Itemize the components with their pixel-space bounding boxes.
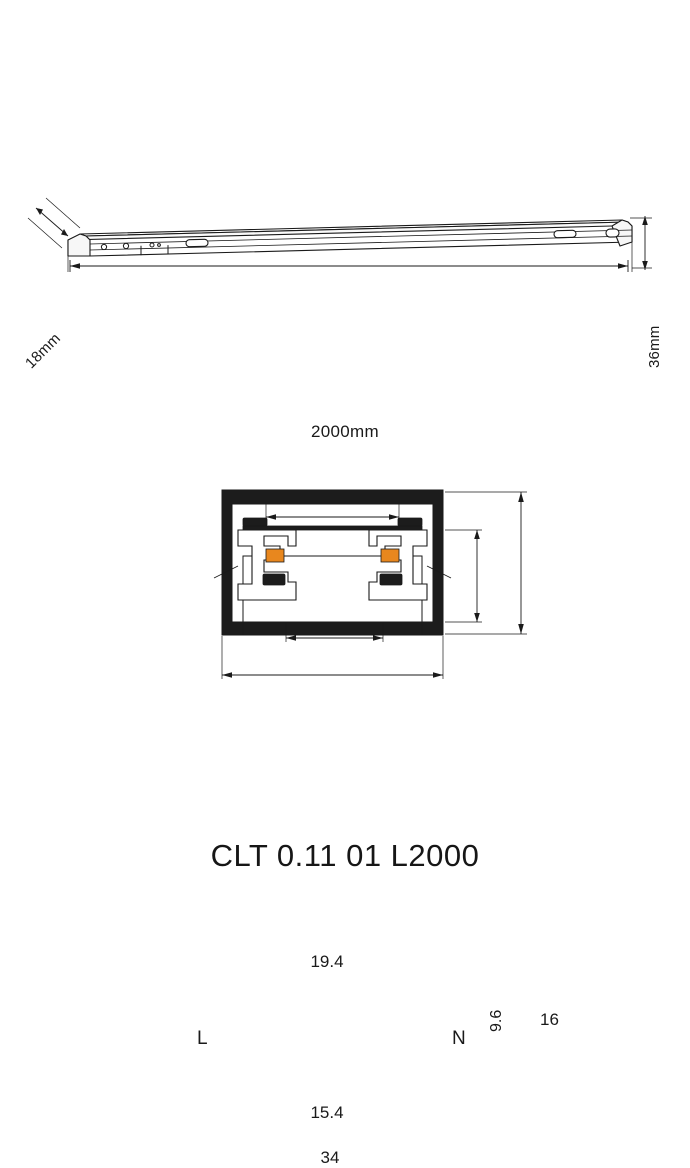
- dimension-height-36mm: [630, 216, 652, 270]
- clamp-blocks: [263, 574, 402, 585]
- contact-neutral: [381, 549, 399, 562]
- dimension-label-9-6: 9.6: [488, 1009, 505, 1032]
- dimension-label-18mm: 18mm: [22, 329, 65, 373]
- dimension-label-19-4: 19.4: [310, 952, 344, 971]
- screw-hole-1: [101, 244, 106, 249]
- track-perspective-view: [0, 160, 690, 441]
- contact-live: [266, 549, 284, 562]
- terminal-leaders: [214, 566, 451, 578]
- perspective-svg: [0, 160, 690, 310]
- mounting-slot-1: [186, 239, 208, 247]
- end-detail: [606, 229, 619, 237]
- screw-hole-4: [158, 244, 161, 247]
- dimension-label-2000mm: 2000mm: [311, 422, 379, 441]
- dimension-label-36mm: 36mm: [646, 325, 663, 368]
- dimension-label-16: 16: [540, 1010, 559, 1029]
- cross-section-svg: [0, 460, 690, 740]
- dimension-label-15-4: 15.4: [310, 1103, 344, 1122]
- dimension-9-6: [445, 530, 482, 622]
- dimension-16: [445, 492, 527, 634]
- terminal-label-neutral: N: [452, 1028, 466, 1049]
- screw-hole-3: [150, 243, 154, 247]
- mounting-slot-2: [554, 230, 576, 238]
- terminal-label-live: L: [197, 1028, 208, 1049]
- screw-hole-2: [123, 243, 128, 248]
- product-model-caption: CLT 0.11 01 L2000: [210, 838, 480, 873]
- dimension-34: [222, 636, 443, 679]
- dimension-label-34: 34: [320, 1148, 340, 1167]
